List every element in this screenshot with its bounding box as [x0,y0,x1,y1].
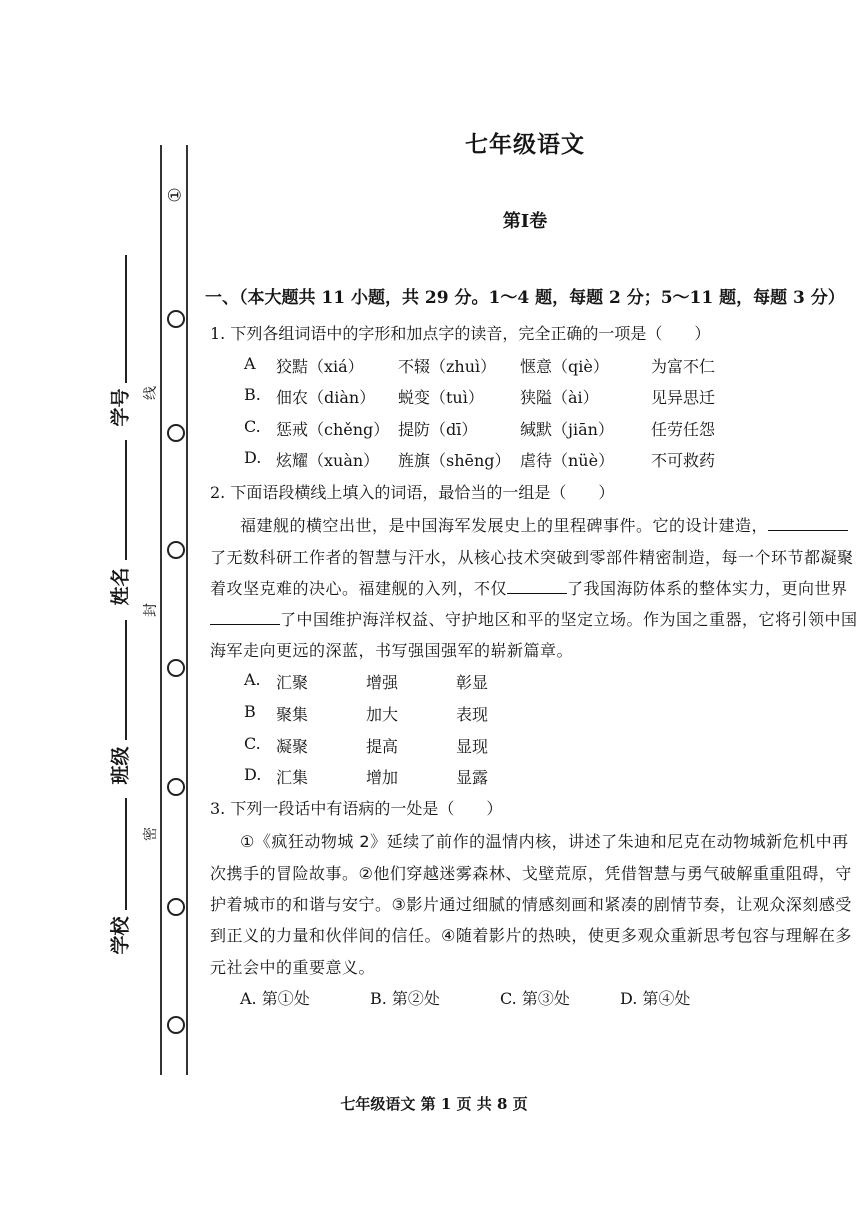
binding-line-inner [186,145,188,1075]
q3-passage-line: 到正义的力量和伙伴间的信任。④随着影片的热映，使更多观众重新思考包容与理解在多 [210,926,852,945]
page-title: 七年级语文 [465,131,585,158]
q2-option-word: 显露 [456,768,489,787]
q2-passage-text: 了我国海防体系的整体实力，更向世界 [567,579,848,598]
binding-mark-feng: 封 [143,603,159,617]
q2-passage-text: 着攻坚克难的决心。福建舰的入列，不仅 [210,579,508,598]
q3-option: B. 第②处 [370,989,440,1008]
q1-option-word: 缄默（jiān） [520,420,614,439]
q2-option-word: 增强 [366,673,399,692]
q2-option-word: 显现 [456,737,489,756]
question-3-stem: 3. 下列一段话中有语病的一处是（ ） [210,799,503,818]
q1-option-word: 惩戒（chěng） [276,420,390,439]
xuexiao-label: 学校 [109,916,132,955]
q1-option-word: 佃农（diàn） [276,388,376,407]
binding-hole [167,310,185,328]
answer-blank[interactable] [210,610,280,625]
binding-hole [167,424,185,442]
q1-option-word: 旌旗（shēng） [398,451,511,470]
page-number-text: 七年级语文 第 1 页 共 8 页 [340,1095,528,1113]
q2-passage-text: 福建舰的横空出世，是中国海军发展史上的里程碑事件。它的设计建造， [240,516,769,535]
q1-option-word: 炫耀（xuàn） [276,451,380,470]
binding-mark-mi: 密 [143,827,159,841]
q3-passage-line: 元社会中的重要意义。 [210,958,376,977]
q1-option-word: 不可救药 [651,451,716,470]
question-1-stem: 1. 下列各组词语中的字形和加点字的读音，完全正确的一项是（ ） [210,324,711,343]
q2-option-word: 提高 [366,737,399,756]
q1-option-word: 提防（dī） [398,420,478,439]
q1-option-label: D. [244,448,262,467]
volume-subtitle: 第Ⅰ卷 [502,211,548,232]
xuexiao-line [125,798,127,910]
q1-option-word: 狭隘（ài） [520,388,599,407]
xingming-label: 姓名 [109,567,132,606]
section-header: 一、（本大题共 11 小题，共 29 分。1～4 题，每题 2 分；5～11 题，每题 3 分） [205,288,845,308]
binding-mark-xian: 线 [143,386,159,400]
binding-hole [167,659,185,677]
q2-passage-text: 了中国维护海洋权益、守护地区和平的坚定立场。作为国之重器，它将引领中国 [280,610,858,629]
q1-option-word: 见异思迁 [651,388,716,407]
q2-option-word: 表现 [456,705,489,724]
q2-option-label: D. [244,765,262,784]
q1-option-word: 蜕变（tuì） [398,388,484,407]
answer-blank[interactable] [507,579,567,594]
q2-option-word: 加大 [366,705,399,724]
q2-option-word: 增加 [366,768,399,787]
binding-hole [167,541,185,559]
q2-option-word: 彰显 [456,673,489,692]
banji-line [125,620,127,740]
binding-hole [167,1016,185,1034]
q2-passage-line [210,607,858,630]
q2-option-word: 凝聚 [276,737,309,756]
q2-option-label: C. [244,734,261,753]
q2-passage-line: 了无数科研工作者的智慧与汗水，从核心技术突破到零部件精密制造，每一个环节都凝聚 [210,548,854,567]
q2-passage-line [240,513,848,536]
page-footer [0,1093,868,1114]
q1-option-word: 不辍（zhuì） [398,357,497,376]
q3-passage-line: 护着城市的和谐与安宁。③影片通过细腻的情感刻画和紧凑的剧情节奏，让观众深刻感受 [210,895,852,914]
q1-option-label: C. [244,417,261,436]
binding-circled-one: ① [165,187,186,203]
xingming-line [125,440,127,560]
answer-blank[interactable] [768,516,848,531]
q3-passage-line: 次携手的冒险故事。②他们穿越迷雾森林、戈壁荒原，凭借智慧与勇气破解重重阻碍，守 [210,864,852,883]
q2-option-word: 汇聚 [276,673,309,692]
question-2-stem: 2. 下面语段横线上填入的词语，最恰当的一组是（ ） [210,483,615,502]
xuehao-line [125,255,127,383]
q1-option-word: 惬意（qiè） [520,357,609,376]
binding-hole [167,778,185,796]
q2-passage-line [210,576,848,599]
xuehao-label: 学号 [109,388,132,427]
q3-passage-line: ①《疯狂动物城 2》延续了前作的温情内核，讲述了朱迪和尼克在动物城新危机中再 [240,832,849,851]
q3-option: C. 第③处 [500,989,570,1008]
q2-option-word: 聚集 [276,705,309,724]
binding-hole [167,898,185,916]
q3-option: D. 第④处 [620,989,691,1008]
banji-label: 班级 [109,746,132,785]
q2-passage-line: 海军走向更远的深蓝，书写强国强军的崭新篇章。 [210,641,574,660]
q3-option: A. 第①处 [240,989,310,1008]
q1-option-word: 为富不仁 [651,357,716,376]
q1-option-word: 狡黠（xiá） [276,357,364,376]
q1-option-label: B. [244,385,261,404]
q1-option-word: 虐待（nüè） [520,451,615,470]
q1-option-word: 任劳任怨 [651,420,716,439]
q2-option-label: A. [244,670,261,689]
q2-option-word: 汇集 [276,768,309,787]
q1-option-label: A [244,354,256,373]
binding-line-outer [160,145,162,1075]
q2-option-label: B [244,702,256,721]
